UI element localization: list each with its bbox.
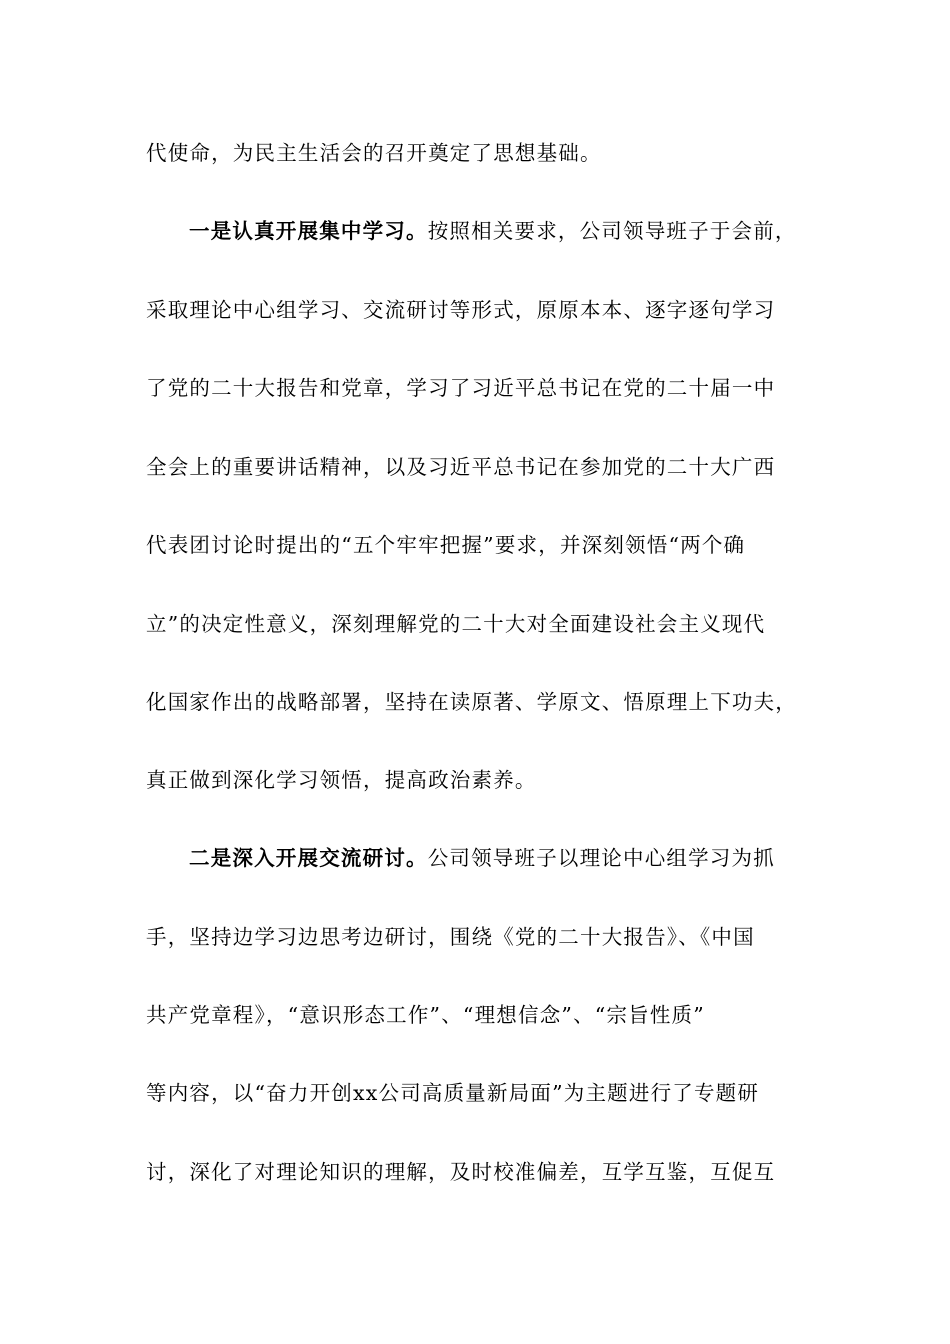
paragraph2-line-0: 公司领导班子以理论中心组学习为抓 [427,846,775,870]
paragraph1-first-line [189,216,806,246]
paragraph1-heading: 一是认真开展集中学习。 [189,219,428,243]
paragraph2-heading: 二是深入开展交流研讨。 [189,846,428,870]
paragraph1-line-1: 采取理论中心组学习、交流研讨等形式，原原本本、逐字逐句学习 [146,298,776,322]
paragraph1-line-2: 了党的二十大报告和党章，学习了习近平总书记在党的二十届一中 [146,376,776,400]
paragraph2-line-1: 手，坚持边学习边思考边研讨，围绕《党的二十大报告》、《中国 [146,925,755,949]
paragraph2-first-line [189,843,806,873]
paragraph1-line-5: 立”的决定性意义，深刻理解党的二十大对全面建设社会主义现代 [146,612,766,636]
intro-tail-line: 代使命，为民主生活会的召开奠定了思想基础。 [146,141,602,165]
paragraph2-line-3: 等内容，以“奋力开创xx公司高质量新局面”为主题进行了专题研 [146,1081,760,1105]
paragraph1-line-6: 化国家作出的战略部署，坚持在读原著、学原文、悟原理上下功夫， [146,690,797,714]
paragraph1-line-4: 代表团讨论时提出的“五个牢牢把握”要求，并深刻领悟“两个确 [146,533,746,557]
paragraph2-line-2: 共产党章程》，“意识形态工作”、“理想信念”、“宗旨性质” [146,1003,705,1027]
paragraph2-line-4: 讨，深化了对理论知识的理解，及时校准偏差，互学互鉴，互促互 [146,1160,776,1184]
paragraph1-line-3: 全会上的重要讲话精神，以及习近平总书记在参加党的二十大广西 [146,455,776,479]
paragraph1-line-0: 按照相关要求，公司领导班子于会前， [427,219,797,243]
paragraph1-line-7: 真正做到深化学习领悟，提高政治素养。 [146,768,537,792]
